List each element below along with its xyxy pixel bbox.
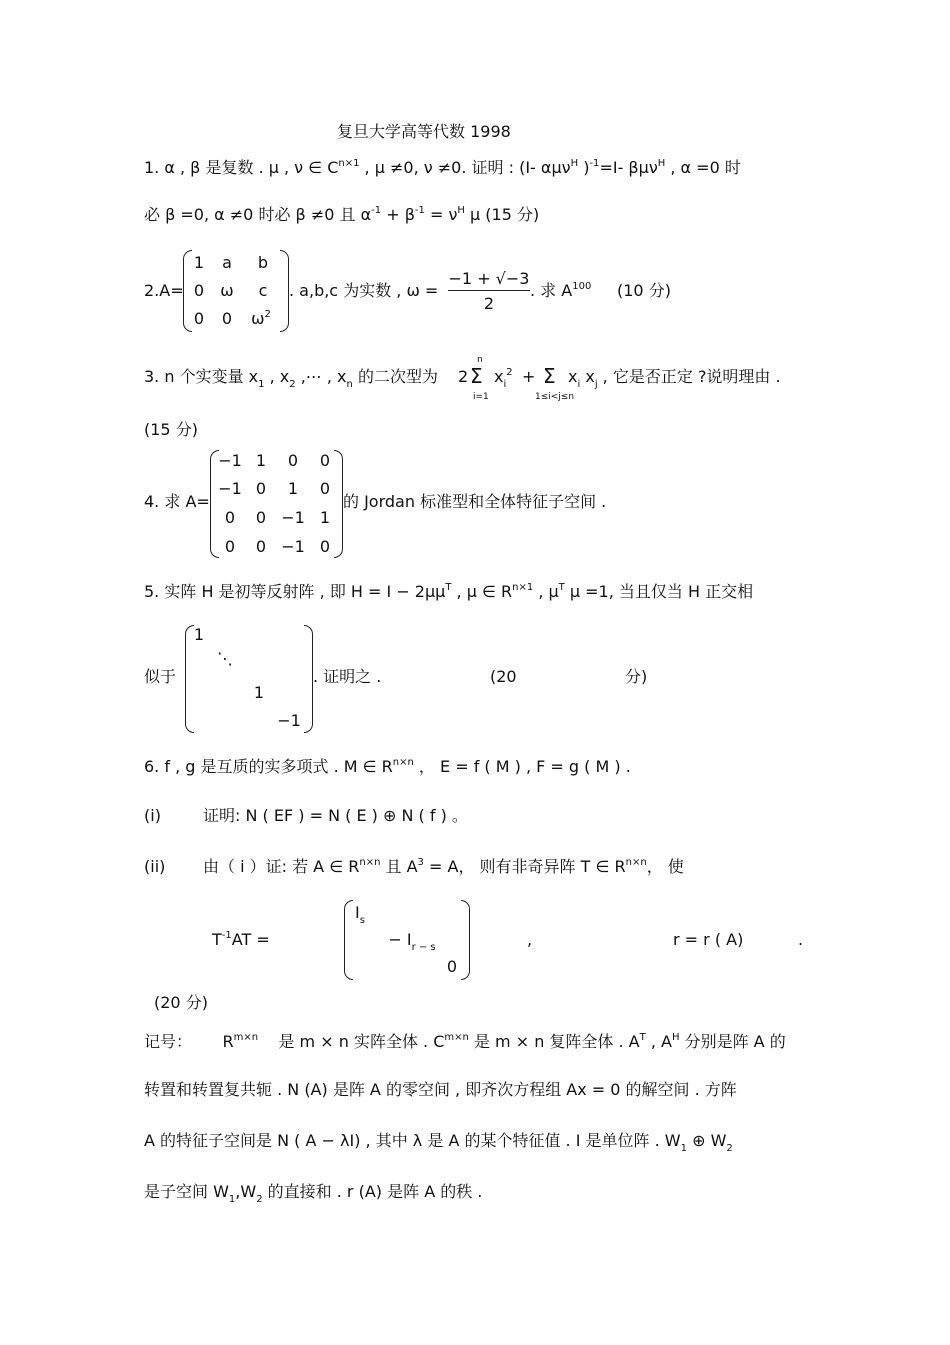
text: − I — [388, 930, 412, 949]
text: ) — [578, 158, 590, 177]
notes-line-2: 转置和转置复共轭 . N (A) 是阵 A 的零空间 , 即齐次方程组 Ax = 0 的解空间 . 方阵 — [144, 1080, 737, 1099]
problem-5-line-1 — [144, 582, 753, 605]
matrix-cell: 0 — [319, 479, 331, 498]
matrix-cell: 1 — [319, 508, 331, 527]
matrix-cell: 1 — [193, 625, 205, 644]
subscript: 2 — [289, 379, 296, 390]
superscript: 3 — [417, 857, 424, 868]
superscript: 2 — [506, 367, 513, 378]
problem-3-text — [144, 367, 438, 390]
text: ⊕ W — [687, 1131, 727, 1150]
omega: ω — [251, 309, 265, 328]
superscript: -1 — [414, 205, 425, 216]
subscript: 2 — [726, 1143, 733, 1154]
matrix-cell: 0 — [193, 281, 205, 300]
problem-3-score: (15 分) — [144, 420, 198, 439]
superscript: n×n — [625, 857, 647, 868]
matrix-cell: −1 — [281, 537, 305, 556]
text: 1. α , β 是复数 . μ , ν ∈ C — [144, 158, 339, 177]
matrix-cell: −1 — [281, 508, 305, 527]
text: 必 β =0, α ≠0 时必 β ≠0 且 α — [144, 205, 372, 224]
text: , α =0 时 — [665, 158, 741, 177]
problem-2-matrix — [183, 250, 289, 332]
matrix-cell: −1 — [218, 479, 242, 498]
rank-definition: r = r ( A) — [673, 930, 744, 949]
diagonal-dots: ⋱ — [217, 649, 233, 668]
problem-4-prefix: 4. 求 A= — [144, 492, 210, 511]
block-minus-I-r-s — [388, 930, 436, 953]
matrix-cell: 1 — [255, 451, 267, 470]
superscript: H — [570, 158, 579, 169]
text: , μ — [533, 582, 559, 601]
superscript: H — [457, 205, 465, 216]
text: 是 m × n 复阵全体 . A — [468, 1032, 640, 1051]
part-ii-text — [203, 857, 684, 880]
superscript: T — [558, 582, 565, 593]
superscript: T — [445, 582, 452, 593]
matrix-cell: 0 — [255, 479, 267, 498]
text: A 的特征子空间是 N ( A − λI) , 其中 λ 是 A 的某个特征值 . I 是单位阵 . W — [144, 1131, 681, 1150]
text: AT = — [231, 930, 270, 949]
text: =I- βμν — [599, 158, 658, 177]
right-bracket — [280, 250, 289, 332]
matrix-cell: 1 — [287, 479, 299, 498]
text: 是子空间 W — [144, 1182, 229, 1201]
x-i-x-j — [568, 367, 781, 390]
text: x — [568, 367, 578, 386]
matrix-cell: 0 — [193, 309, 205, 328]
text: 5. 实阵 H 是初等反射阵 , 即 H = I − 2μμ — [144, 582, 446, 601]
text: 由（ i ）证: 若 A ∈ R — [203, 857, 360, 876]
matrix-cell: 0 — [287, 451, 299, 470]
notes-line-4 — [144, 1182, 482, 1205]
sum-upper-limit: n — [477, 355, 483, 365]
superscript: H — [671, 1032, 680, 1043]
text: , A — [645, 1032, 672, 1051]
text: 分别是阵 A 的 — [679, 1032, 786, 1051]
problem-5-prefix: 似于 — [144, 667, 177, 686]
text: + β — [381, 205, 415, 224]
matrix-cell — [247, 309, 275, 332]
superscript: m×n — [233, 1032, 259, 1043]
text: ， E = f ( M ) , F = g ( M ) . — [413, 757, 631, 776]
subscript: j — [594, 379, 598, 390]
text: μ =1, 当且仅当 H 正交相 — [564, 582, 754, 601]
x-i-squared — [494, 367, 513, 390]
text: , 它是否正定 ?说明理由 . — [597, 367, 781, 386]
matrix-cell: 1 — [193, 253, 205, 272]
superscript: -1 — [589, 158, 600, 169]
superscript: n×1 — [338, 158, 360, 169]
problem-5-tail: . 证明之 . — [313, 667, 382, 686]
problem-4-tail: 的 Jordan 标准型和全体特征子空间 . — [343, 492, 607, 511]
text: 的二次型为 — [352, 367, 438, 386]
subscript: 1 — [258, 379, 265, 390]
block-I-s — [346, 903, 374, 926]
text: 3. n 个实变量 x — [144, 367, 259, 386]
problem-6-block-matrix — [344, 900, 470, 980]
text: 的直接和 . r (A) 是阵 A 的秩 . — [262, 1182, 483, 1201]
sum-lower-limit: i=1 — [473, 392, 489, 402]
equation-lhs — [212, 930, 270, 953]
matrix-cell: b — [257, 253, 269, 272]
subscript: i — [503, 379, 507, 390]
matrix-cell: ω — [220, 281, 234, 300]
subscript: i — [577, 379, 581, 390]
subscript: 2 — [256, 1194, 263, 1205]
matrix-cell: 0 — [319, 451, 331, 470]
superscript: T — [639, 1032, 646, 1043]
text: 是 m × n 实阵全体 . C — [278, 1032, 445, 1051]
text: = ν — [424, 205, 458, 224]
problem-2-ask — [530, 281, 591, 304]
part-i-label: (i) — [144, 806, 161, 825]
superscript: n×1 — [512, 582, 534, 593]
problem-4-matrix — [210, 450, 343, 558]
text: R — [222, 1032, 234, 1051]
problem-1-line-1 — [144, 158, 741, 181]
text: ,W — [235, 1182, 257, 1201]
problem-5-score-unit: 分) — [625, 667, 648, 686]
problem-5-matrix — [185, 625, 313, 733]
text: I — [355, 903, 360, 922]
text: μ (15 分) — [464, 205, 540, 224]
text: x — [580, 367, 595, 386]
text: . 求 A — [530, 281, 573, 300]
text: ， 使 — [646, 857, 684, 876]
matrix-cell: 0 — [319, 537, 331, 556]
superscript: n×n — [359, 857, 381, 868]
subscript: s — [359, 915, 365, 926]
matrix-cell: 0 — [221, 309, 233, 328]
problem-2-text: . a,b,c 为实数 , ω = — [289, 281, 439, 300]
text: ,⋯ , x — [295, 367, 347, 386]
text: , x — [264, 367, 290, 386]
sigma-symbol: Σ — [470, 364, 483, 388]
problem-6-score: (20 分) — [154, 993, 208, 1012]
matrix-cell: c — [258, 281, 268, 300]
matrix-cell: 0 — [255, 508, 267, 527]
part-ii-label: (ii) — [144, 857, 166, 876]
subscript: 1 — [680, 1143, 687, 1154]
text: x — [494, 367, 504, 386]
plus-sign: + — [522, 367, 536, 386]
matrix-cell: −1 — [277, 711, 301, 730]
matrix-cell: 0 — [224, 537, 236, 556]
equation-period: . — [798, 930, 804, 949]
problem-5-score: (20 — [490, 667, 517, 686]
subscript: r − s — [411, 942, 436, 953]
text: , μ ≠0, ν ≠0. 证明 : (I- αμν — [359, 158, 571, 177]
text: = A， 则有非奇异阵 T ∈ R — [423, 857, 626, 876]
problem-6-line-1 — [144, 757, 631, 780]
subscript: 1 — [228, 1194, 236, 1205]
sum-lower-limit: 1≤i<j≤n — [535, 392, 575, 402]
problem-2-score: (10 分) — [617, 281, 671, 300]
notes-line-1 — [144, 1032, 786, 1055]
superscript: m×n — [444, 1032, 469, 1043]
text: 且 A — [380, 857, 418, 876]
right-bracket — [304, 625, 313, 733]
text: 6. f , g 是互质的实多项式 . M ∈ R — [144, 757, 393, 776]
problem-1-line-2 — [144, 205, 539, 228]
fraction-denominator: 2 — [483, 294, 495, 313]
matrix-cell: 0 — [224, 508, 236, 527]
sigma-symbol: Σ — [543, 364, 556, 388]
matrix-cell: a — [222, 253, 232, 272]
superscript: n×n — [392, 757, 414, 768]
block-zero: 0 — [446, 957, 458, 976]
problem-2-prefix: 2.A= — [144, 281, 184, 300]
quadratic-coef: 2 — [458, 367, 469, 386]
superscript: 2 — [264, 309, 271, 320]
superscript: -1 — [371, 205, 382, 216]
superscript: 100 — [572, 281, 592, 292]
omega-fraction — [448, 269, 530, 313]
notes-line-3 — [144, 1131, 733, 1154]
part-i-text: 证明: N ( EF ) = N ( E ) ⊕ N ( f ) 。 — [203, 806, 468, 825]
matrix-cell: 0 — [255, 537, 267, 556]
matrix-cell: −1 — [218, 451, 242, 470]
text: T — [212, 930, 222, 949]
page-title: 复旦大学高等代数 1998 — [337, 122, 511, 141]
text: 记号： — [144, 1032, 193, 1051]
text: , μ ∈ R — [451, 582, 513, 601]
equation-comma: , — [527, 930, 533, 949]
matrix-cell: 1 — [253, 683, 265, 702]
superscript: H — [657, 158, 666, 169]
fraction-numerator: −1 + √−3 — [448, 269, 530, 291]
subscript: n — [346, 379, 353, 390]
superscript: -1 — [221, 930, 232, 941]
